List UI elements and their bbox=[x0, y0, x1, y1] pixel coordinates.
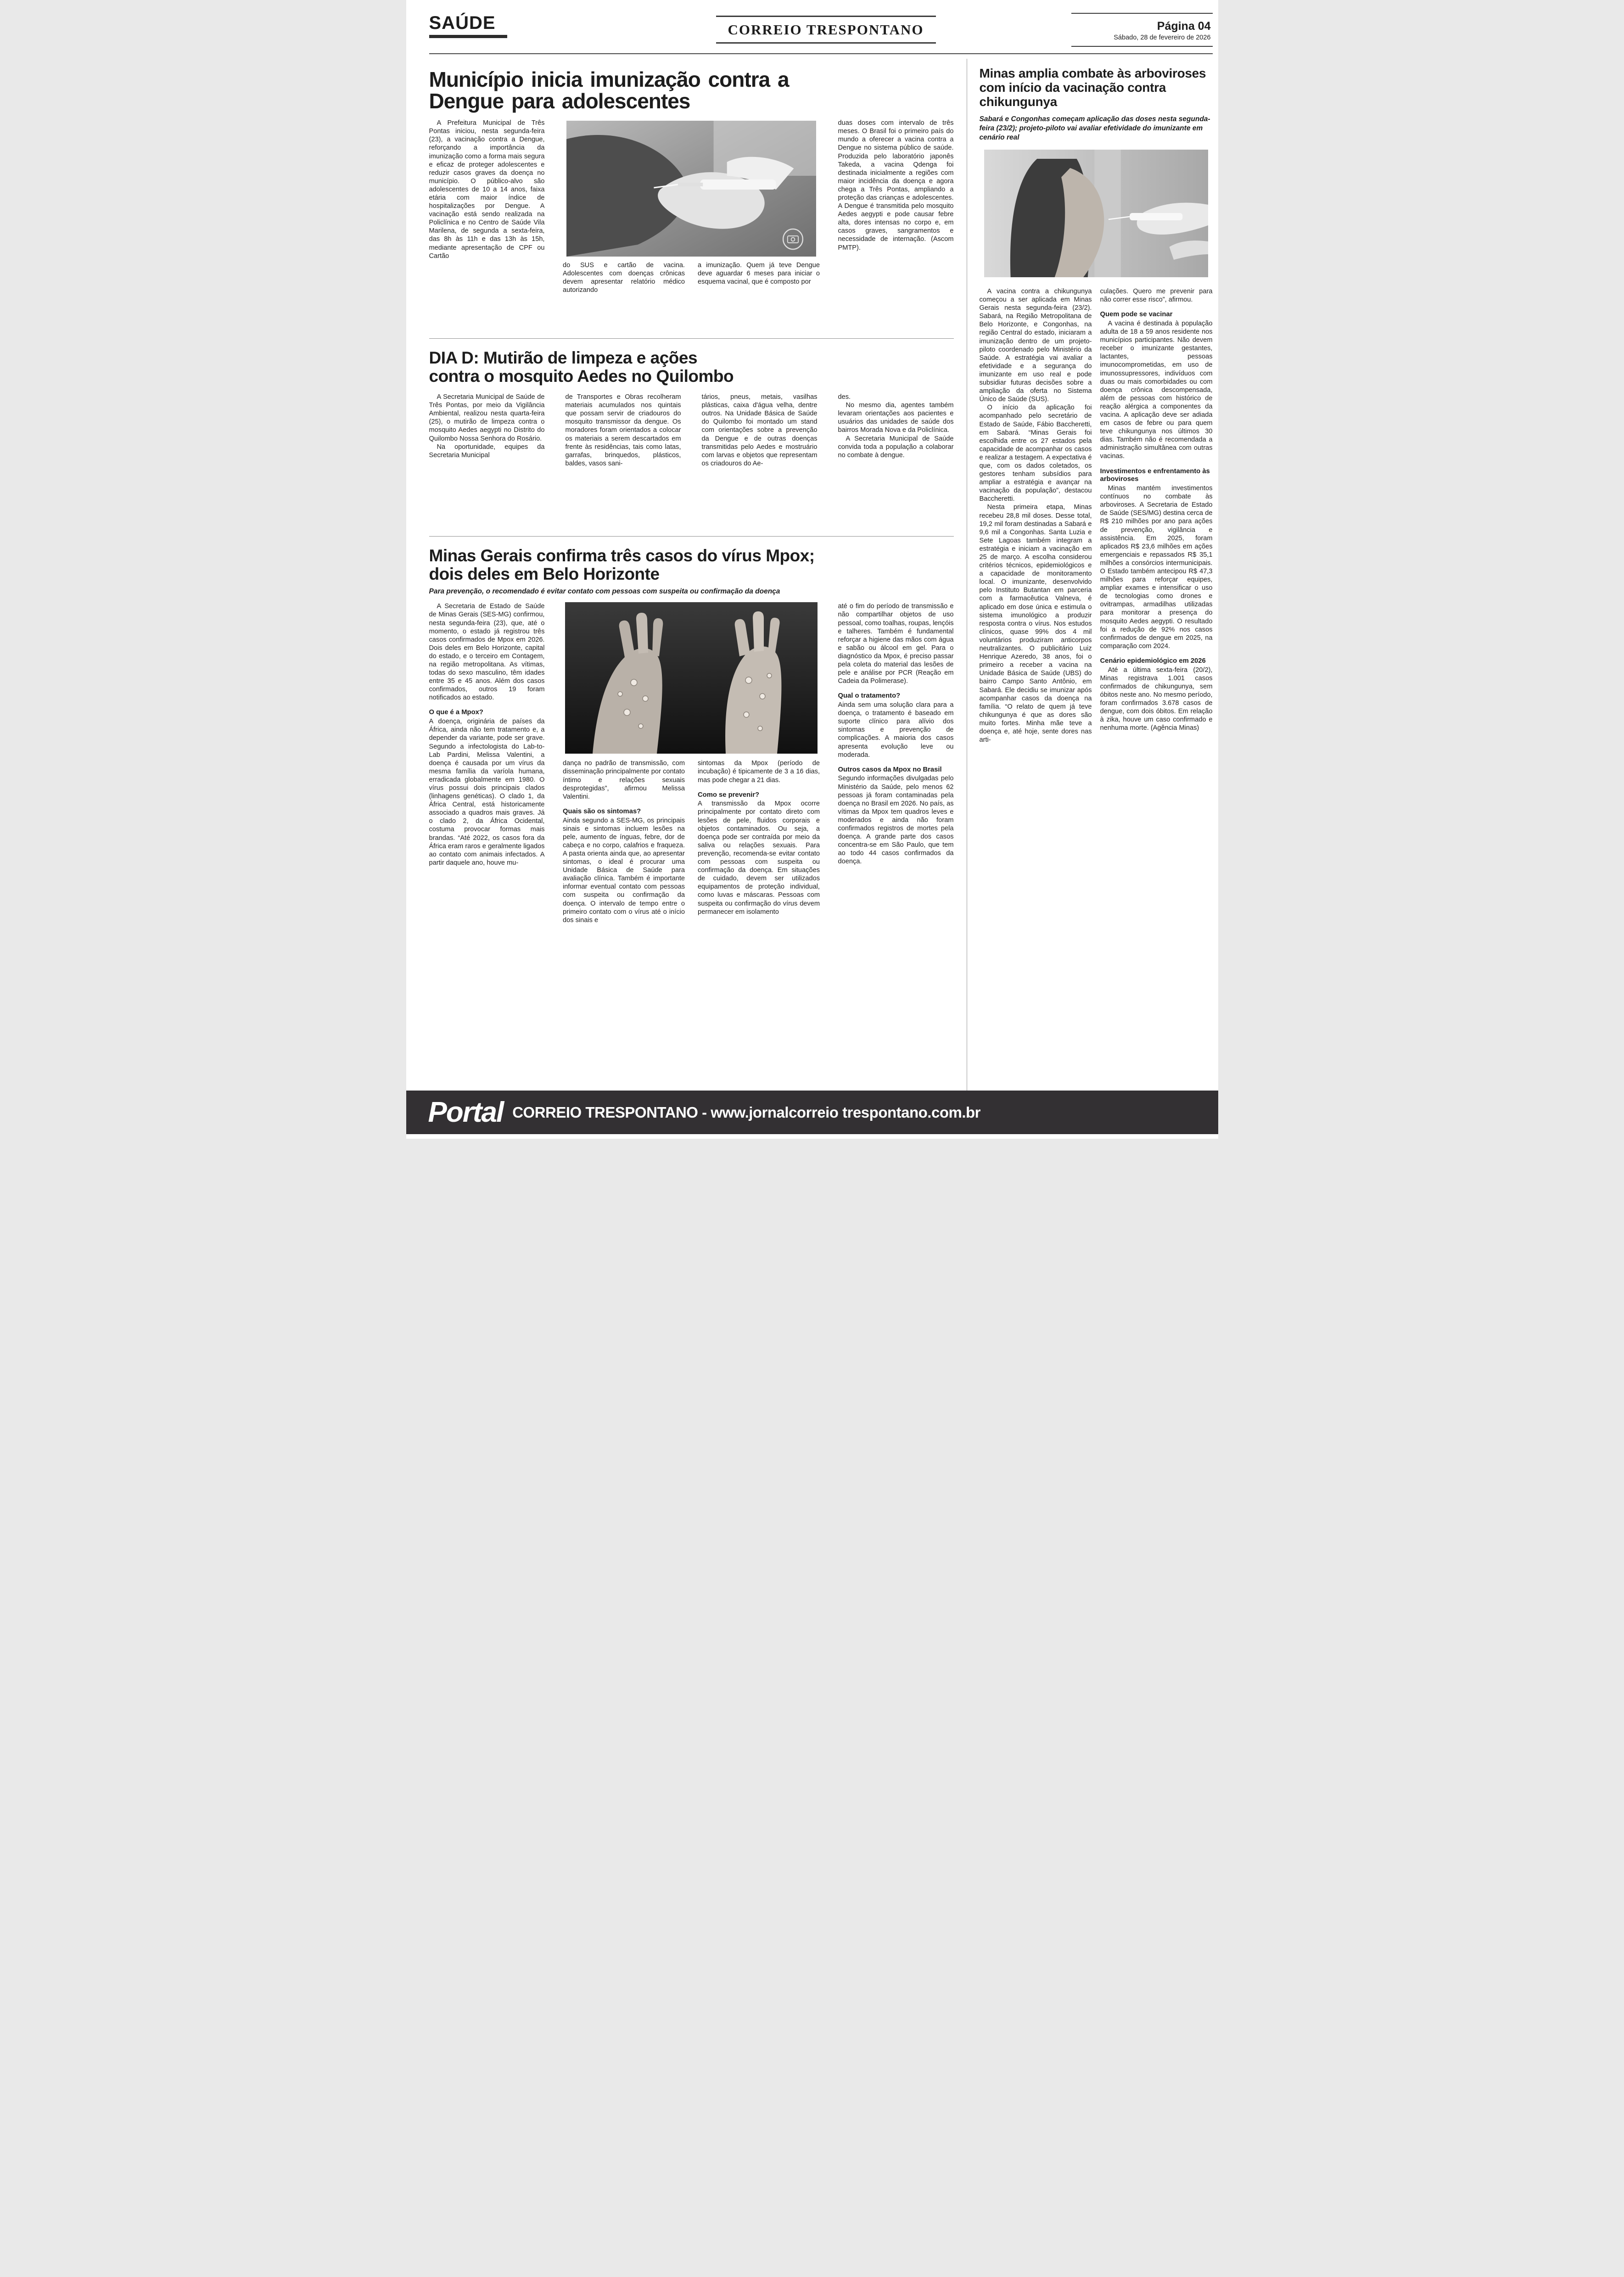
body-paragraph: A vacina contra a chikungunya começou a ser aplicada em Minas Gerais nesta segunda-feira (23/2). Sabará, na Região Metropolitana de Belo Horizonte, e Congonhas, na região Central do estado, iniciaram a imunização dentro de um projeto-piloto coordenado pelo Ministério da Saúde. A estratégia vai avaliar a efetividade e a segurança do imunizante em uso real e pode subsidiar futuras decisões sobre a ampliação da oferta no Sistema Único de Saúde (SUS). bbox=[979, 288, 1092, 403]
article-divider bbox=[429, 338, 954, 339]
article-mpox-col1 bbox=[429, 602, 545, 1015]
body-paragraph: dança no padrão de transmissão, com disseminação principalmente por contato íntimo e relações sexuais desprotegidas”, afirmou Melissa Valentini. bbox=[563, 760, 685, 800]
article-chikungunya-colA bbox=[980, 287, 1092, 1035]
body-paragraph: Segundo informações divulgadas pelo Ministério da Saúde, pelo menos 62 pessoas já foram contaminadas pela doença no Brasil em 2026. No país, as vítimas da Mpox tem quadros leves e moderados e ainda não foram confirmados registros de mortes pela doença. A grande parte dos casos concentra-se em São Paulo, que tem ao todo 44 casos confirmados da doença. bbox=[838, 775, 954, 866]
column-subhead: Outros casos da Mpox no Brasil bbox=[838, 766, 942, 773]
article-mpox bbox=[429, 547, 954, 1015]
article-mpox-deck: Para prevenção, o recomendado é evitar contato com pessoas com suspeita ou confirmação da doença bbox=[429, 587, 780, 595]
masthead: CORREIO TRESPONTANO bbox=[728, 22, 924, 38]
column-subhead: Cenário epidemiológico em 2026 bbox=[1100, 657, 1206, 665]
article-divider bbox=[429, 536, 954, 537]
article-mpox-col3 bbox=[698, 759, 820, 1015]
article-dengue-col1 bbox=[429, 119, 545, 331]
column-subhead: Qual o tratamento? bbox=[838, 692, 901, 700]
dengue-vaccination-photo bbox=[566, 121, 816, 257]
body-paragraph: A transmissão da Mpox ocorre principalmente por contato direto com lesões de pele, fluidos corporais e objetos contaminados. Ou seja, a doença pode ser contraída por meio da saliva ou relações sexuais. Para prevenção, recomenda-se evitar contato com pessoas com suspeita ou confirmação da doença. Em situações de cuidado, devem ser utilizados equipamentos de proteção individual, como luvas e máscaras. Pessoas com suspeita ou confirmação do vírus devem permanecer em isolamento bbox=[698, 800, 820, 916]
article-diad-col4 bbox=[838, 393, 954, 529]
sidebar-article-chikungunya bbox=[980, 57, 1213, 1091]
body-paragraph: des. bbox=[838, 393, 851, 401]
article-mpox-col4 bbox=[838, 602, 954, 1015]
portal-footer-bar bbox=[406, 1091, 1218, 1134]
chikungunya-vaccine-photo bbox=[984, 150, 1208, 277]
article-mpox-headline: Minas Gerais confirma três casos do vírus Mpox; dois deles em Belo Horizonte bbox=[429, 546, 815, 584]
column-subhead: Como se prevenir? bbox=[698, 791, 760, 799]
body-paragraph: Ainda segundo a SES-MG, os principais sinais e sintomas incluem lesões na pele, aumento de ínguas, febre, dor de cabeça e no corpo, calafrios e fraqueza. A pasta orienta ainda que, ao apresentar sintomas, o ideal é procurar uma Unidade Básica de Saúde para avaliação clínica. Também é importante informar eventual contato com pessoas com suspeita ou confirmação da doença. O intervalo de tempo entre o primeiro contato com o vírus até o início dos sinais e bbox=[563, 817, 685, 924]
body-paragraph: até o fim do período de transmissão e não compartilhar objetos de uso pessoal, como toalhas, roupas, lençóis e talheres. Também é fundamental reforçar a higiene das mãos com água e sabão ou álcool em gel. Para o diagnóstico da Mpox, é preciso passar pela coleta do material das lesões de pele e análise por PCR (Reação em Cadeia da Polimerase). bbox=[838, 603, 954, 685]
page-header bbox=[429, 13, 1213, 54]
mpox-hands-photo bbox=[565, 602, 818, 754]
article-chikungunya-headline: Minas amplia combate às arboviroses com início da vacinação contra chikungunya bbox=[979, 66, 1206, 109]
article-diad-col1 bbox=[429, 393, 545, 529]
column-subhead: Quais são os sintomas? bbox=[563, 807, 641, 815]
article-dengue-midcols bbox=[563, 261, 820, 331]
main-column-area bbox=[429, 57, 954, 1091]
body-paragraph: A vacina é destinada à população adulta de 18 a 59 anos residente nos municípios participantes. Não devem receber o imunizante gestantes, lactantes, pessoas imunocomprometidas, em uso de imunossupressores, indivíduos com duas ou mais comorbidades ou com doença crônica descompensada, além de pessoas com histórico de reação alérgica a componentes da vacina. A aplicação deve ser adiada em casos de febre ou para quem teve chikungunya nos últimos 30 dias. Também não é recomendada a administração simultânea com outras vacinas. bbox=[1100, 319, 1213, 460]
body-paragraph: de Transportes e Obras recolheram materiais acumulados nos quintais que possam servir de criadouros do mosquito transmissor da dengue. Os moradores foram orientados a colocar os materiais a serem descartados em frente às residências, tais como latas, garrafas, brinquedos, plásticos, baldes, vasos sani- bbox=[565, 393, 681, 467]
body-paragraph: a imunização. Quem já teve Dengue deve aguardar 6 meses para iniciar o esquema vacinal, que é composto por bbox=[698, 262, 820, 286]
body-paragraph: Na oportunidade, equipes da Secretaria Municipal bbox=[429, 443, 545, 459]
section-title: SAÚDE bbox=[429, 13, 496, 33]
article-dengue-body bbox=[429, 119, 954, 331]
body-paragraph: A doença, originária de países da África, ainda não tem tratamento e, a depender da variante, pode ser grave. Segundo a infectologista do Lab-to-Lab Pardini, Melissa Valentini, a doença é causada por um vírus da mesma família da varíola humana, erradicada globalmente em 1980. O vírus possui dois principais clados (linhagens genéticas). O clado 1, da África Central, está historicamente associado a quadros mais graves. Já o clado 2, da África Ocidental, costuma provocar formas mais brandas. “Até 2022, os casos fora da África eram raros e geralmente ligados ao contato com animais infectados. A partir daquele ano, houve mu- bbox=[429, 718, 545, 867]
portal-url-text: CORREIO TRESPONTANO - www.jornalcorreio trespontano.com.br bbox=[512, 1104, 980, 1121]
masthead-block bbox=[716, 16, 936, 44]
column-subhead: Quem pode se vacinar bbox=[1100, 311, 1173, 319]
article-diad bbox=[429, 349, 954, 529]
article-chikungunya-body bbox=[980, 287, 1213, 1035]
article-diad-col3 bbox=[702, 393, 818, 529]
article-chikungunya-deck: Sabará e Congonhas começam aplicação das doses nesta segunda-feira (23/2); projeto-piloto vai avaliar efetividade do imunizante em cenário real bbox=[979, 115, 1210, 141]
body-paragraph: O início da aplicação foi acompanhado pelo secretário de Estado de Saúde, Fábio Baccheretti, em Sabará. “Minas Gerais foi escolhida entre os 27 estados pela capacidade de acompanhar os casos e realizar a testagem. A expectativa é que, com os dados coletados, os gestores tenham subsídios para ampliar a estratégia e avançar na vacinação da população”, destacou Baccheretti. bbox=[979, 404, 1092, 503]
article-diad-body bbox=[429, 393, 954, 529]
mpox-hands-illustration bbox=[565, 602, 818, 754]
body-paragraph: culações. Quero me prevenir para não correr esse risco”, afirmou. bbox=[1100, 288, 1213, 304]
article-dengue-middle bbox=[563, 119, 820, 331]
newspaper-page bbox=[406, 0, 1218, 1139]
article-mpox-col2 bbox=[563, 759, 685, 1015]
page-info-block bbox=[1071, 13, 1213, 47]
article-diad-col2 bbox=[566, 393, 681, 529]
article-dengue-col4 bbox=[838, 119, 954, 331]
article-chikungunya-colB bbox=[1100, 287, 1213, 1035]
section-block bbox=[429, 13, 581, 47]
article-dengue-headline: Município inicia imunização contra a Dengue para adolescentes bbox=[429, 67, 789, 113]
body-paragraph: sintomas da Mpox (período de incubação) é tipicamente de 3 a 16 dias, mas pode chegar a 21 dias. bbox=[698, 760, 820, 784]
body-paragraph: tários, pneus, metais, vasilhas plásticas, caixa d'água velha, dentre outros. Na Unidade Básica de Saúde do Quilombo foi montado um stand com orientações sobre a prevenção da Dengue e de outras doenças transmitidas pelo Aedes e mostruário com larvas e objetos que representam os criadouros do Ae- bbox=[701, 393, 818, 467]
article-dengue-col2 bbox=[563, 261, 685, 331]
body-paragraph: A Secretaria Municipal de Saúde de Três Pontas, por meio da Vigilância Ambiental, realizou nesta quarta-feira (25), o mutirão de limpeza contra o mosquito Aedes aegypti no Distrito do Quilombo Nossa Senhora do Rosário. bbox=[429, 393, 545, 442]
page-number: Página 04 bbox=[1157, 20, 1211, 33]
body-paragraph: do SUS e cartão de vacina. Adolescentes com doenças crônicas devem apresentar relatório médico autorizando bbox=[563, 262, 685, 294]
article-mpox-middle bbox=[563, 602, 820, 1015]
article-diad-headline: DIA D: Mutirão de limpeza e ações contra o mosquito Aedes no Quilombo bbox=[429, 348, 734, 386]
body-paragraph: No mesmo dia, agentes também levaram orientações aos pacientes e usuários das unidades de saúde dos bairros Morada Nova e da Policlínica. bbox=[838, 402, 954, 434]
section-underline bbox=[429, 35, 507, 38]
vaccination-illustration bbox=[566, 121, 816, 257]
page-date: Sábado, 28 de fevereiro de 2026 bbox=[1114, 34, 1211, 41]
body-paragraph: A Secretaria de Estado de Saúde de Minas Gerais (SES-MG) confirmou, nesta segunda-feira (23), que, até o momento, o estado já registrou três casos confirmados de Mpox em 2026. Dois deles em Belo Horizonte, capital do estado, e o terceiro em Contagem, na região metropolitana. As vítimas, todas do sexo masculino, têm idades entre 35 e 45 anos. Além dos casos confirmados, outros 19 foram notificados ao estado. bbox=[429, 603, 545, 702]
article-mpox-midcols bbox=[563, 759, 820, 1015]
body-paragraph: Minas mantém investimentos contínuos no combate às arboviroses. A Secretaria de Estado de Saúde (SES/MG) destina cerca de R$ 210 milhões por ano para ações de prevenção, vigilância e assistência. Em 2025, foram aplicados R$ 23,6 milhões em ações emergenciais e repassados R$ 35,1 milhões a consórcios intermunicipais. O Estado também antecipou R$ 47,3 milhões para reforçar equipes, ampliar exames e intensificar o uso de tecnologias como drones e ovitrampas, armadilhas utilizadas para monitorar a presença do mosquito Aedes aegypti. O resultado foi a redução de 92% nos casos confirmados de dengue em 2025, na comparação com 2024. bbox=[1100, 485, 1213, 650]
body-paragraph: Ainda sem uma solução clara para a doença, o tratamento é baseado em suporte clínico para alívio dos sintomas e prevenção de complicações. A maioria dos casos apresenta evolução leve ou moderada. bbox=[838, 701, 954, 759]
column-subhead: O que é a Mpox? bbox=[429, 709, 483, 716]
column-subhead: Investimentos e enfrentamento às arboviroses bbox=[1100, 467, 1210, 483]
content-area bbox=[429, 57, 1213, 1091]
portal-brand: Portal bbox=[428, 1096, 504, 1128]
article-mpox-body bbox=[429, 602, 954, 1015]
body-paragraph: Até a última sexta-feira (20/2), Minas registrava 1.001 casos confirmados de chikungunya, sem óbitos neste ano. No mesmo período, foram confirmados 3.678 casos de dengue, com dois óbitos. Em relação à zika, houve um caso confirmado e nenhuma morte. (Agência Minas) bbox=[1100, 666, 1213, 732]
body-paragraph: duas doses com intervalo de três meses. O Brasil foi o primeiro país do mundo a oferecer a vacina contra a Dengue no sistema público de saúde. Produzida pelo laboratório japonês Takeda, a vacina Qdenga foi destinada inicialmente a regiões com maior incidência da doença e agora chega a Três Pontas, ampliando a proteção das crianças e adolescentes. A Dengue é transmitida pelo mosquito Aedes aegypti e pode causar febre alta, dores intensas no corpo e, em casos graves, sangramentos e necessidade de internação. (Ascom PMTP). bbox=[838, 119, 954, 252]
body-paragraph: Nesta primeira etapa, Minas recebeu 28,8 mil doses. Desse total, 19,2 mil foram destinadas a Sabará e 9,6 mil a Congonhas. Santa Luzia e Sete Lagoas também integram a estratégia e iniciam a vacinação em 25 de março. A escolha considerou critérios técnicos, epidemiológicos e a capacidade de monitoramento local. O imunizante, desenvolvido pelo Instituto Butantan em parceria com a farmacêutica Valneva, é aplicado em dose única e estimula o sistema imunológico a produzir resposta contra o vírus. Nos estudos clínicos, quase 99% dos 4 mil voluntários produziram anticorpos neutralizantes. O publicitário Luiz Henrique Azeredo, 38 anos, foi o primeiro a receber a vacina na Unidade Básica de Saúde (UBS) do bairro Campo Santo Antônio, em Sabará. Ele decidiu se imunizar após acompanhar casos da doença na família. “O relato de quem já teve chikungunya é que as dores são muito fortes. Minha mãe teve a doença e, até hoje, sente dores nas arti- bbox=[979, 504, 1092, 744]
article-dengue bbox=[429, 69, 954, 331]
arm-injection-illustration bbox=[984, 150, 1208, 277]
article-dengue-col3 bbox=[698, 261, 820, 331]
body-paragraph: A Secretaria Municipal de Saúde convida toda a população a colaborar no combate à dengue. bbox=[838, 435, 954, 459]
body-paragraph: A Prefeitura Municipal de Três Pontas iniciou, nesta segunda-feira (23), a vacinação contra a Dengue, reforçando a importância da imunização como a forma mais segura e eficaz de proteger adolescentes e reduzir casos graves da doença no município. O público-alvo são adolescentes de 10 a 14 anos, faixa etária com maior índice de hospitalizações por Dengue. A vacinação está sendo realizada na Policlínica e no Centro de Saúde Vila Marilena, de segunda a sexta-feira, das 8h às 11h e das 13h às 15h, mediante apresentação de CPF ou Cartão bbox=[429, 119, 545, 260]
